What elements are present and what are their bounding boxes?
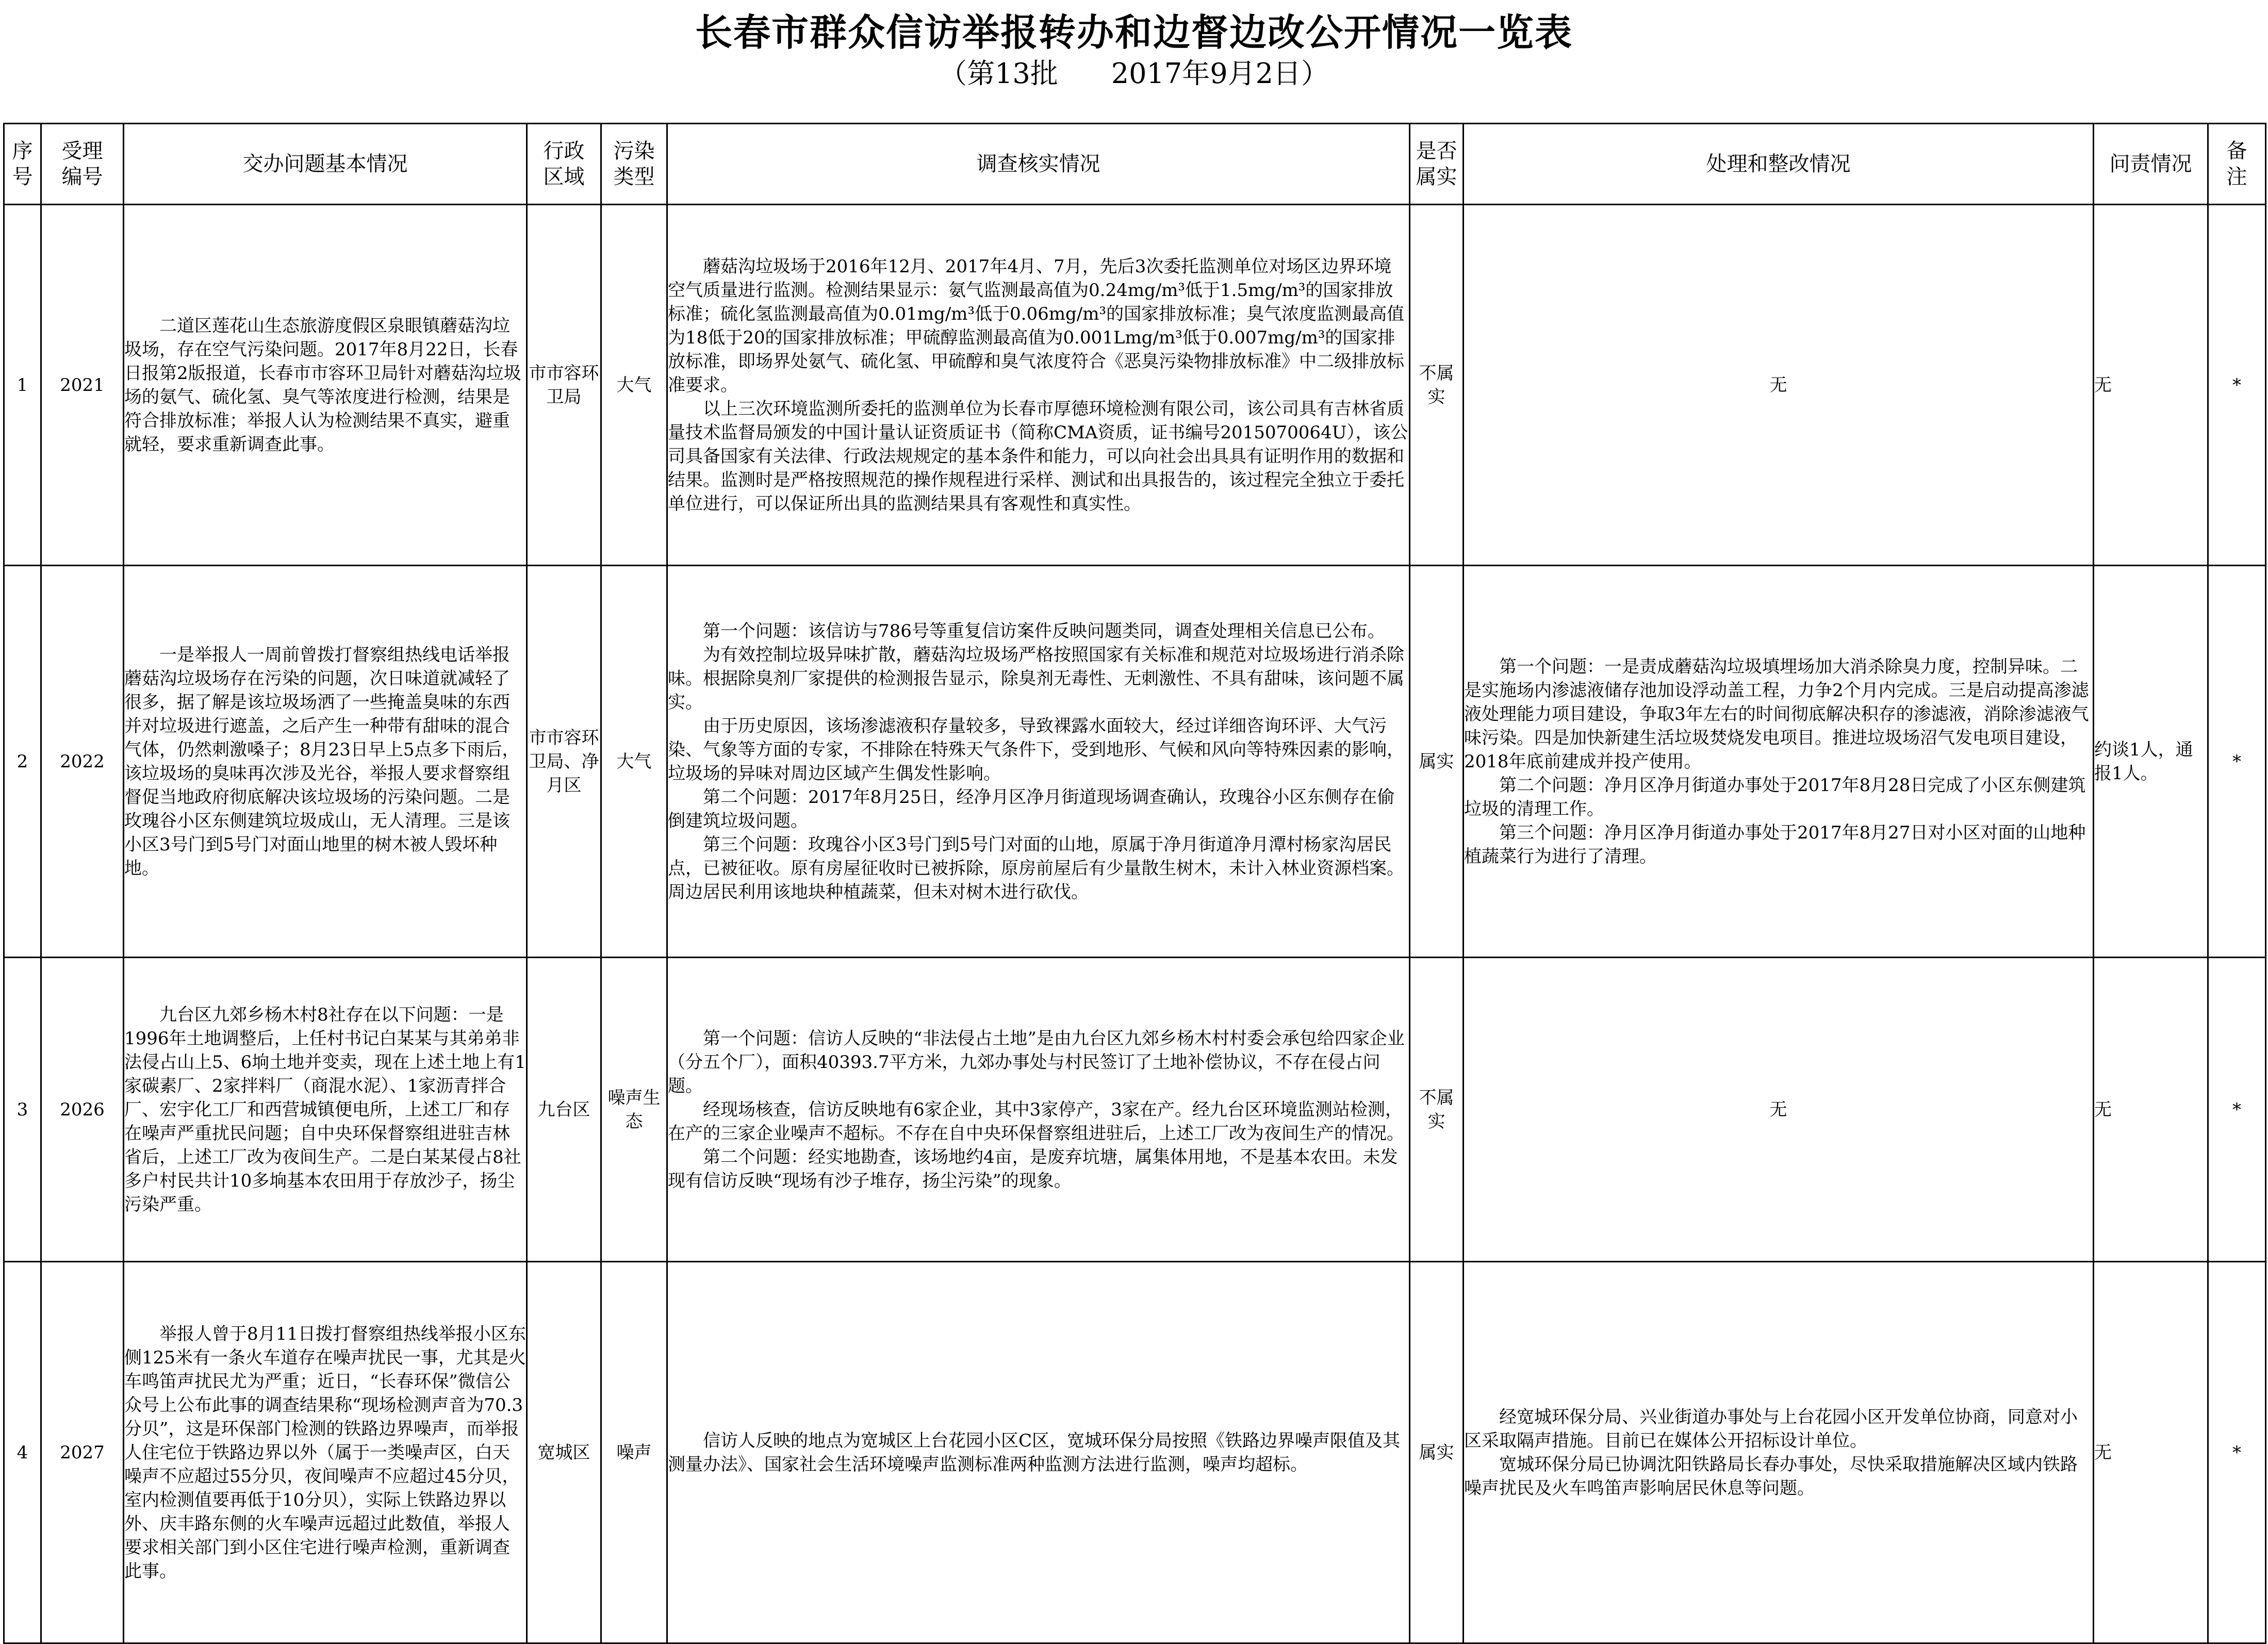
cell-district: 九台区 — [527, 958, 601, 1262]
cell-pollution: 噪声 — [601, 1262, 667, 1643]
investigation-paragraph: 蘑菇沟垃圾场于2016年12月、2017年4月、7月，先后3次委托监测单位对场区边界环境空气质量进行监测。检测结果显示：氨气监测最高值为0.24mg/m³低于1.5mg/m³的国家排放标准；硫化氢监测最高值为0.01mg/m³低于0.06mg/m³的国家排放标准；臭气浓度监测最高值为18低于20的国家排放标准；甲硫醇监测最高值为0.001Lmg/m³低于0.007mg/m³的国家排放标准，即场界处氨气、硫化氢、甲硫醇和臭气浓度符合《恶臭污染物排放标准》中二级排放标准要求。 — [668, 256, 1405, 396]
handling-paragraph: 无 — [1769, 1099, 1787, 1120]
cell-accountability: 无 — [2094, 958, 2208, 1262]
cell-seq: 1 — [4, 205, 41, 566]
cell-handling — [1464, 958, 2094, 1262]
header-issue: 交办问题基本情况 — [124, 124, 527, 205]
investigation-paragraph: 第二个问题：经实地勘查，该场地约4亩，是废弃坑塘，属集体用地，不是基本农田。未发现有信访反映“现场有沙子堆存，扬尘污染”的现象。 — [668, 1146, 1398, 1191]
header-seq: 序号 — [4, 124, 41, 205]
handling-paragraph: 第三个问题：净月区净月街道办事处于2017年8月27日对小区对面的山地种植蔬菜行为进行了清理。 — [1464, 822, 2086, 867]
table-row — [4, 205, 2266, 566]
handling-paragraph: 第一个问题：一是责成蘑菇沟垃圾填埋场加大消杀除臭力度，控制异味。二是实施场内渗滤液储存池加设浮动盖工程，力争2个月内完成。三是启动提高渗滤液处理能力项目建设，争取3年左右的时间彻底解决积存的渗滤液，消除渗滤液气味污染。四是加快新建生活垃圾焚烧发电项目。推进垃圾场沼气发电项目建设，2018年底前建成并投产使用。 — [1464, 656, 2089, 772]
cell-district: 市市容环卫局 — [527, 205, 601, 566]
investigation-paragraph: 第一个问题：该信访与786号等重复信访案件反映问题类同，调查处理相关信息已公布。 — [703, 620, 1385, 642]
cell-id: 2026 — [41, 958, 124, 1262]
handling-paragraph: 宽城环保分局已协调沈阳铁路局长春办事处，尽快采取措施解决区域内铁路噪声扰民及火车鸣笛声影响居民休息等问题。 — [1464, 1454, 2078, 1499]
cell-pollution: 大气 — [601, 205, 667, 566]
handling-paragraph: 无 — [1769, 374, 1787, 396]
investigation-paragraph: 以上三次环境监测所委托的监测单位为长春市厚德环境检测有限公司，该公司具有吉林省质量技术监督局颁发的中国计量认证资质证书（简称CMA资质，证书编号2015070064U），该公司具备国家有关法律、行政法规规定的基本条件和能力，可以向社会出具具有证明作用的数据和结果。监测时是严格按照规范的操作规程进行采样、测试和出具报告的，该过程完全独立于委托单位进行，可以保证所出具的监测结果具有客观性和真实性。 — [668, 398, 1408, 514]
cell-note: * — [2208, 958, 2266, 1262]
cell-issue — [124, 205, 527, 566]
cell-issue — [124, 958, 527, 1262]
cell-district: 宽城区 — [527, 1262, 601, 1643]
header-accountability: 问责情况 — [2094, 124, 2208, 205]
cell-pollution: 大气 — [601, 566, 667, 958]
cell-seq: 2 — [4, 566, 41, 958]
cell-handling — [1464, 205, 2094, 566]
report-table — [3, 123, 2266, 1644]
cell-handling — [1464, 1262, 2094, 1643]
table-row — [4, 1262, 2266, 1643]
cell-seq: 4 — [4, 1262, 41, 1643]
investigation-paragraph: 由于历史原因，该场渗滤液积存量较多，导致裸露水面较大，经过详细咨询环评、大气污染、气象等方面的专家，不排除在特殊天气条件下，受到地形、气候和风向等特殊因素的影响，垃圾场的异味对周边区域产生偶发性影响。 — [668, 715, 1404, 784]
cell-note: * — [2208, 566, 2266, 958]
issue-text: 九台区九郊乡杨木村8社存在以下问题：一是1996年土地调整后，上任村书记白某某与其弟弟非法侵占山上5、6垧土地并变卖，现在上述土地上有1家碳素厂、2家拌料厂（商混水泥）、1家沥青拌合厂、宏宇化工厂和西营城镇便电所，上述工厂和存在噪声严重扰民问题；自中央环保督察组进驻吉林省后，上述工厂改为夜间生产。二是白某某侵占8社多户村民共计10多垧基本农田用于存放沙子，扬尘污染严重。 — [124, 1004, 526, 1215]
cell-investigation — [667, 566, 1410, 958]
cell-handling — [1464, 566, 2094, 958]
page-title: 长春市群众信访举报转办和边督边改公开情况一览表 — [695, 10, 1573, 54]
table-row — [4, 958, 2266, 1262]
cell-investigation — [667, 958, 1410, 1262]
cell-accountability: 约谈1人，通报1人。 — [2094, 566, 2208, 958]
cell-accountability: 无 — [2094, 1262, 2208, 1643]
header-note: 备注 — [2208, 124, 2266, 205]
header-handling: 处理和整改情况 — [1464, 124, 2094, 205]
header-pollution: 污染类型 — [601, 124, 667, 205]
issue-text: 举报人曾于8月11日拨打督察组热线举报小区东侧125米有一条火车道存在噪声扰民一事，尤其是火车鸣笛声扰民尤为严重；近日，“长春环保”微信公众号上公布此事的调查结果称“现场检测声音为70.3分贝”，这是环保部门检测的铁路边界噪声，而举报人住宅位于铁路边界以外（属于一类噪声区，白天噪声不应超过55分贝，夜间噪声不应超过45分贝，室内检测值要再低于10分贝），实际上铁路边界以外、庆丰路东侧的火车噪声远超过此数值，举报人要求相关部门到小区住宅进行噪声检测，重新调查此事。 — [124, 1323, 526, 1582]
investigation-paragraph: 第三个问题：玫瑰谷小区3号门到5号门对面的山地，原属于净月街道净月潭村杨家沟居民点，已被征收。原有房屋征收时已被拆除，原房前屋后有少量散生树木，未计入林业资源档案。周边居民利用该地块种植蔬菜，但未对树木进行砍伐。 — [668, 834, 1404, 902]
header-district: 行政区域 — [527, 124, 601, 205]
investigation-paragraph: 经现场核查，信访反映地有6家企业，其中3家停产，3家在产。经九台区环境监测站检测，在产的三家企业噪声不超标。不存在自中央环保督察组进驻后，上述工厂改为夜间生产的情况。 — [668, 1099, 1404, 1144]
investigation-paragraph: 信访人反映的地点为宽城区上台花园小区C区，宽城环保分局按照《铁路边界噪声限值及其测量办法》、国家社会生活环境噪声监测标准两种监测方法进行监测，噪声均超标。 — [668, 1430, 1401, 1475]
cell-accountability: 无 — [2094, 205, 2208, 566]
cell-id: 2027 — [41, 1262, 124, 1643]
cell-verified: 属实 — [1410, 566, 1464, 958]
cell-id: 2022 — [41, 566, 124, 958]
page-subtitle: （第13批 2017年9月2日） — [939, 57, 1329, 90]
cell-id: 2021 — [41, 205, 124, 566]
cell-verified: 不属实 — [1410, 205, 1464, 566]
cell-verified: 不属实 — [1410, 958, 1464, 1262]
cell-note: * — [2208, 205, 2266, 566]
handling-paragraph: 经宽城环保分局、兴业街道办事处与上台花园小区开发单位协商，同意对小区采取隔声措施。目前已在媒体公开招标设计单位。 — [1464, 1406, 2078, 1451]
cell-note: * — [2208, 1262, 2266, 1643]
header-investigation: 调查核实情况 — [667, 124, 1410, 205]
cell-issue — [124, 566, 527, 958]
investigation-paragraph: 为有效控制垃圾异味扩散，蘑菇沟垃圾场严格按照国家有关标准和规范对垃圾场进行消杀除味。根据除臭剂厂家提供的检测报告显示，除臭剂无毒性、无刺激性、不具有甜味，该问题不属实。 — [668, 644, 1404, 713]
header-verified: 是否属实 — [1410, 124, 1464, 205]
issue-text: 二道区莲花山生态旅游度假区泉眼镇蘑菇沟垃圾场，存在空气污染问题。2017年8月22日，长春日报第2版报道，长春市市容环卫局针对蘑菇沟垃圾场的氨气、硫化氢、臭气等浓度进行检测，结果是符合排放标准；举报人认为检测结果不真实，避重就轻，要求重新调查此事。 — [124, 315, 521, 455]
cell-pollution: 噪声生态 — [601, 958, 667, 1262]
cell-seq: 3 — [4, 958, 41, 1262]
cell-district: 市市容环卫局、净月区 — [527, 566, 601, 958]
header-row — [4, 124, 2266, 205]
cell-issue — [124, 1262, 527, 1643]
cell-investigation — [667, 1262, 1410, 1643]
investigation-paragraph: 第一个问题：信访人反映的“非法侵占土地”是由九台区九郊乡杨木村村委会承包给四家企业（分五个厂），面积40393.7平方米，九郊办事处与村民签订了土地补偿协议，不存在侵占问题。 — [668, 1028, 1405, 1096]
handling-paragraph: 第二个问题：净月区净月街道办事处于2017年8月28日完成了小区东侧建筑垃圾的清理工作。 — [1464, 775, 2086, 819]
cell-investigation — [667, 205, 1410, 566]
issue-text: 一是举报人一周前曾拨打督察组热线电话举报蘑菇沟垃圾场存在污染的问题，次日味道就减轻了很多，据了解是该垃圾场洒了一些掩盖臭味的东西并对垃圾进行遮盖，之后产生一种带有甜味的混合气体，仍然刺激嗓子；8月23日早上5点多下雨后，该垃圾场的臭味再次涉及光谷，举报人要求督察组督促当地政府彻底解决该垃圾场的污染问题。二是玫瑰谷小区东侧建筑垃圾成山，无人清理。三是该小区3号门到5号门对面山地里的树木被人毁坏种地。 — [124, 644, 520, 879]
investigation-paragraph: 第二个问题：2017年8月25日，经净月区净月街道现场调查确认，玫瑰谷小区东侧存在偷倒建筑垃圾问题。 — [668, 786, 1395, 831]
header-id: 受理编号 — [41, 124, 124, 205]
table-row — [4, 566, 2266, 958]
cell-verified: 属实 — [1410, 1262, 1464, 1643]
